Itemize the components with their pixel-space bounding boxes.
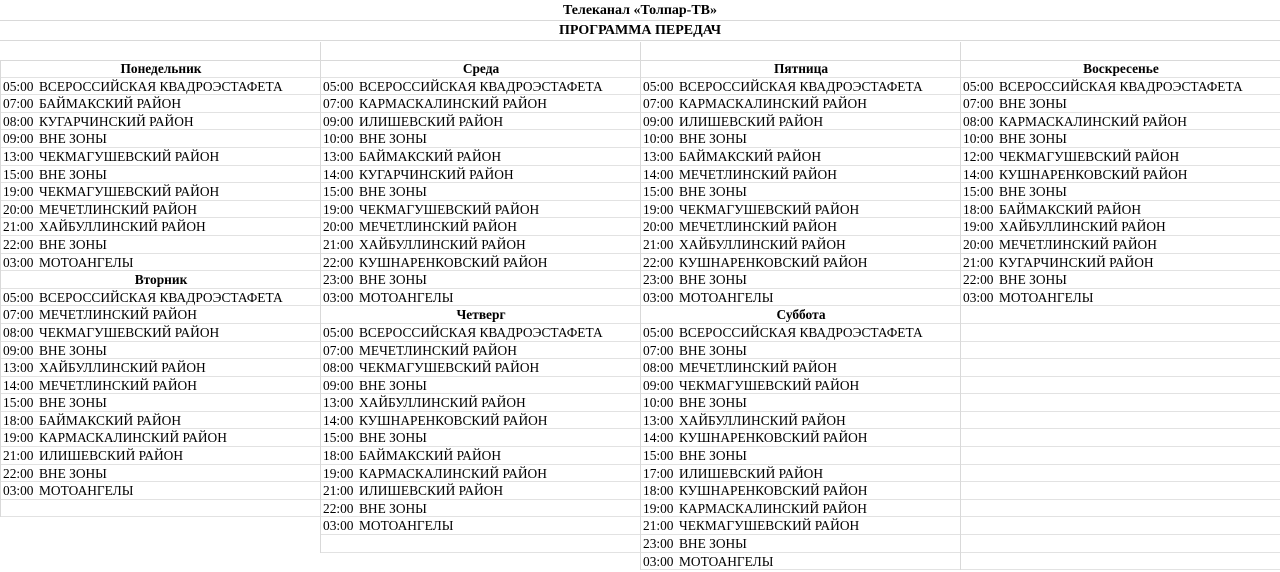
program-title: ВНЕ ЗОНЫ xyxy=(39,236,107,252)
empty-row xyxy=(321,535,641,553)
program-time: 13:00 xyxy=(3,148,34,164)
program-row xyxy=(641,236,961,254)
program-time: 09:00 xyxy=(643,377,674,393)
program-title: ИЛИШЕВСКИЙ РАЙОН xyxy=(679,113,824,129)
program-row xyxy=(1,254,321,272)
program-row xyxy=(641,130,961,148)
program-title: ВСЕРОССИЙСКАЯ КВАДРОЭСТАФЕТА xyxy=(39,289,283,305)
program-title: КУШНАРЕНКОВСКИЙ РАЙОН xyxy=(679,483,868,499)
program-row xyxy=(641,377,961,395)
program-title: КУГАРЧИНСКИЙ РАЙОН xyxy=(999,254,1154,270)
program-row xyxy=(641,148,961,166)
program-title: ИЛИШЕВСКИЙ РАЙОН xyxy=(39,448,184,464)
program-title: КУШНАРЕНКОВСКИЙ РАЙОН xyxy=(679,254,868,270)
program-row xyxy=(1,482,321,500)
program-title: ВНЕ ЗОНЫ xyxy=(999,272,1067,288)
program-time: 05:00 xyxy=(963,78,994,94)
program-row xyxy=(641,289,961,307)
program-title: МОТОАНГЕЛЫ xyxy=(679,553,774,569)
program-row xyxy=(1,465,321,483)
program-row xyxy=(1,447,321,465)
program-time: 21:00 xyxy=(323,236,354,252)
program-row xyxy=(961,95,1280,113)
program-title: МОТОАНГЕЛЫ xyxy=(679,289,774,305)
program-row xyxy=(1,166,321,184)
program-title: КУШНАРЕНКОВСКИЙ РАЙОН xyxy=(679,430,868,446)
program-row xyxy=(321,254,641,272)
program-title: ВНЕ ЗОНЫ xyxy=(39,395,107,411)
program-title: ВСЕРОССИЙСКАЯ КВАДРОЭСТАФЕТА xyxy=(359,78,603,94)
program-time: 20:00 xyxy=(963,236,994,252)
program-row xyxy=(321,148,641,166)
program-row xyxy=(1,78,321,96)
program-time: 19:00 xyxy=(323,465,354,481)
program-time: 03:00 xyxy=(963,289,994,305)
program-title: ВСЕРОССИЙСКАЯ КВАДРОЭСТАФЕТА xyxy=(999,78,1243,94)
program-row xyxy=(321,166,641,184)
program-row xyxy=(641,482,961,500)
program-title: МЕЧЕТЛИНСКИЙ РАЙОН xyxy=(359,219,517,235)
program-row xyxy=(961,78,1280,96)
program-row xyxy=(641,553,961,571)
program-title: ВНЕ ЗОНЫ xyxy=(359,131,427,147)
program-title: БАЙМАКСКИЙ РАЙОН xyxy=(359,148,501,164)
empty-row xyxy=(961,342,1280,360)
program-time: 05:00 xyxy=(643,78,674,94)
program-time: 13:00 xyxy=(643,148,674,164)
program-title: ИЛИШЕВСКИЙ РАЙОН xyxy=(679,465,824,481)
program-title: МОТОАНГЕЛЫ xyxy=(999,289,1094,305)
program-time: 13:00 xyxy=(3,360,34,376)
program-title: МЕЧЕТЛИНСКИЙ РАЙОН xyxy=(359,342,517,358)
program-row xyxy=(641,342,961,360)
program-row xyxy=(1,324,321,342)
program-time: 22:00 xyxy=(3,236,34,252)
program-title: ХАЙБУЛЛИНСКИЙ РАЙОН xyxy=(679,236,846,252)
program-title: ЧЕКМАГУШЕВСКИЙ РАЙОН xyxy=(679,377,860,393)
program-title: КУГАРЧИНСКИЙ РАЙОН xyxy=(359,166,514,182)
program-title: КУШНАРЕНКОВСКИЙ РАЙОН xyxy=(359,412,548,428)
program-time: 21:00 xyxy=(963,254,994,270)
program-row xyxy=(1,306,321,324)
program-title: ВНЕ ЗОНЫ xyxy=(679,395,747,411)
program-time: 22:00 xyxy=(643,254,674,270)
program-row xyxy=(321,218,641,236)
program-title: МЕЧЕТЛИНСКИЙ РАЙОН xyxy=(679,360,837,376)
program-time: 21:00 xyxy=(643,518,674,534)
program-time: 05:00 xyxy=(323,78,354,94)
program-title: ЧЕКМАГУШЕВСКИЙ РАЙОН xyxy=(39,184,220,200)
day-header: Понедельник xyxy=(1,60,321,78)
program-time: 08:00 xyxy=(963,113,994,129)
program-time: 23:00 xyxy=(643,272,674,288)
program-row xyxy=(321,412,641,430)
program-title: МОТОАНГЕЛЫ xyxy=(39,483,134,499)
program-row xyxy=(321,130,641,148)
program-time: 19:00 xyxy=(3,184,34,200)
schedule-column xyxy=(0,60,321,517)
program-title: ВНЕ ЗОНЫ xyxy=(679,184,747,200)
program-row xyxy=(321,95,641,113)
program-time: 20:00 xyxy=(3,201,34,217)
program-title: МОТОАНГЕЛЫ xyxy=(359,518,454,534)
program-time: 15:00 xyxy=(3,166,34,182)
program-time: 22:00 xyxy=(963,272,994,288)
program-title: ВНЕ ЗОНЫ xyxy=(359,500,427,516)
program-title: ЧЕКМАГУШЕВСКИЙ РАЙОН xyxy=(39,324,220,340)
program-time: 20:00 xyxy=(643,219,674,235)
program-time: 18:00 xyxy=(323,448,354,464)
program-row xyxy=(1,148,321,166)
program-row xyxy=(321,289,641,307)
program-title: МЕЧЕТЛИНСКИЙ РАЙОН xyxy=(39,201,197,217)
program-title: МОТОАНГЕЛЫ xyxy=(359,289,454,305)
empty-row xyxy=(961,500,1280,518)
program-time: 19:00 xyxy=(3,430,34,446)
program-time: 21:00 xyxy=(3,448,34,464)
schedule-column xyxy=(640,60,961,570)
program-title: ВНЕ ЗОНЫ xyxy=(679,131,747,147)
program-row xyxy=(641,465,961,483)
empty-row xyxy=(961,517,1280,535)
program-title: КАРМАСКАЛИНСКИЙ РАЙОН xyxy=(39,430,227,446)
program-time: 23:00 xyxy=(323,272,354,288)
grid-line xyxy=(960,42,961,60)
program-title: ВНЕ ЗОНЫ xyxy=(999,184,1067,200)
program-title: ВНЕ ЗОНЫ xyxy=(999,96,1067,112)
program-row xyxy=(641,201,961,219)
program-time: 14:00 xyxy=(643,166,674,182)
program-time: 19:00 xyxy=(643,201,674,217)
program-row xyxy=(961,130,1280,148)
day-header: Воскресенье xyxy=(961,60,1280,78)
program-title: КУШНАРЕНКОВСКИЙ РАЙОН xyxy=(999,166,1188,182)
program-time: 08:00 xyxy=(323,360,354,376)
program-time: 15:00 xyxy=(323,184,354,200)
program-row xyxy=(961,166,1280,184)
program-time: 07:00 xyxy=(323,96,354,112)
day-header: Среда xyxy=(321,60,641,78)
program-row xyxy=(321,394,641,412)
program-title: ВНЕ ЗОНЫ xyxy=(359,272,427,288)
program-title: ВНЕ ЗОНЫ xyxy=(39,166,107,182)
program-title: ВНЕ ЗОНЫ xyxy=(359,184,427,200)
day-header: Пятница xyxy=(641,60,961,78)
program-time: 03:00 xyxy=(3,254,34,270)
program-title: БАЙМАКСКИЙ РАЙОН xyxy=(999,201,1141,217)
program-row xyxy=(961,148,1280,166)
program-time: 07:00 xyxy=(643,342,674,358)
empty-row xyxy=(961,447,1280,465)
program-time: 09:00 xyxy=(643,113,674,129)
program-time: 14:00 xyxy=(643,430,674,446)
empty-row xyxy=(961,394,1280,412)
program-title: ЧЕКМАГУШЕВСКИЙ РАЙОН xyxy=(359,360,540,376)
program-row xyxy=(321,359,641,377)
program-title: ИЛИШЕВСКИЙ РАЙОН xyxy=(359,113,504,129)
program-row xyxy=(641,394,961,412)
program-title: ВСЕРОССИЙСКАЯ КВАДРОЭСТАФЕТА xyxy=(679,324,923,340)
program-time: 14:00 xyxy=(3,377,34,393)
program-title: ВНЕ ЗОНЫ xyxy=(359,430,427,446)
program-title: МЕЧЕТЛИНСКИЙ РАЙОН xyxy=(999,236,1157,252)
program-row xyxy=(321,429,641,447)
program-time: 10:00 xyxy=(643,131,674,147)
program-row xyxy=(641,324,961,342)
program-row xyxy=(321,113,641,131)
program-time: 08:00 xyxy=(3,113,34,129)
program-title: КАРМАСКАЛИНСКИЙ РАЙОН xyxy=(679,500,867,516)
program-time: 14:00 xyxy=(323,412,354,428)
empty-row xyxy=(961,412,1280,430)
program-title: МОТОАНГЕЛЫ xyxy=(39,254,134,270)
program-title: ХАЙБУЛЛИНСКИЙ РАЙОН xyxy=(359,236,526,252)
program-title: ХАЙБУЛЛИНСКИЙ РАЙОН xyxy=(999,219,1166,235)
program-time: 10:00 xyxy=(963,131,994,147)
program-row xyxy=(1,130,321,148)
program-time: 09:00 xyxy=(3,342,34,358)
program-row xyxy=(321,465,641,483)
program-row xyxy=(1,95,321,113)
program-time: 22:00 xyxy=(3,465,34,481)
program-title: ХАЙБУЛЛИНСКИЙ РАЙОН xyxy=(39,219,206,235)
program-time: 03:00 xyxy=(323,518,354,534)
program-title: ВСЕРОССИЙСКАЯ КВАДРОЭСТАФЕТА xyxy=(359,324,603,340)
program-title: ЧЕКМАГУШЕВСКИЙ РАЙОН xyxy=(679,201,860,217)
program-row xyxy=(641,271,961,289)
program-row xyxy=(1,201,321,219)
program-title: ХАЙБУЛЛИНСКИЙ РАЙОН xyxy=(359,395,526,411)
day-header: Четверг xyxy=(321,306,641,324)
program-row xyxy=(641,429,961,447)
program-row xyxy=(641,535,961,553)
program-time: 18:00 xyxy=(643,483,674,499)
program-title: ЧЕКМАГУШЕВСКИЙ РАЙОН xyxy=(679,518,860,534)
program-title: ВНЕ ЗОНЫ xyxy=(679,448,747,464)
program-row xyxy=(641,500,961,518)
program-title: ХАЙБУЛЛИНСКИЙ РАЙОН xyxy=(679,412,846,428)
program-row xyxy=(321,342,641,360)
program-time: 07:00 xyxy=(3,307,34,323)
program-time: 08:00 xyxy=(643,360,674,376)
day-header: Суббота xyxy=(641,306,961,324)
program-row xyxy=(961,201,1280,219)
program-row xyxy=(321,271,641,289)
program-row xyxy=(641,359,961,377)
program-time: 05:00 xyxy=(323,324,354,340)
program-row xyxy=(961,271,1280,289)
grid-line xyxy=(320,42,321,60)
program-row xyxy=(321,377,641,395)
program-heading: ПРОГРАММА ПЕРЕДАЧ xyxy=(0,22,1280,41)
schedule-column xyxy=(960,60,1280,570)
program-row xyxy=(321,236,641,254)
empty-row xyxy=(1,500,321,518)
program-title: ЧЕКМАГУШЕВСКИЙ РАЙОН xyxy=(999,148,1180,164)
spacer-row xyxy=(0,42,1280,61)
program-time: 07:00 xyxy=(963,96,994,112)
program-time: 13:00 xyxy=(323,395,354,411)
program-title: КАРМАСКАЛИНСКИЙ РАЙОН xyxy=(359,465,547,481)
program-time: 14:00 xyxy=(963,166,994,182)
program-title: ВНЕ ЗОНЫ xyxy=(679,342,747,358)
empty-row xyxy=(961,306,1280,324)
program-row xyxy=(1,429,321,447)
program-time: 14:00 xyxy=(323,166,354,182)
program-time: 13:00 xyxy=(323,148,354,164)
program-row xyxy=(321,201,641,219)
program-time: 03:00 xyxy=(643,289,674,305)
program-time: 15:00 xyxy=(643,184,674,200)
program-title: МЕЧЕТЛИНСКИЙ РАЙОН xyxy=(39,307,197,323)
program-row xyxy=(1,183,321,201)
program-row xyxy=(1,236,321,254)
program-row xyxy=(641,254,961,272)
program-time: 09:00 xyxy=(323,113,354,129)
program-time: 07:00 xyxy=(323,342,354,358)
program-row xyxy=(641,78,961,96)
program-time: 13:00 xyxy=(643,412,674,428)
program-title: ИЛИШЕВСКИЙ РАЙОН xyxy=(359,483,504,499)
program-title: ХАЙБУЛЛИНСКИЙ РАЙОН xyxy=(39,360,206,376)
program-time: 23:00 xyxy=(643,536,674,552)
program-row xyxy=(1,377,321,395)
program-row xyxy=(1,342,321,360)
grid-line xyxy=(640,42,641,60)
empty-row xyxy=(961,465,1280,483)
program-time: 22:00 xyxy=(323,254,354,270)
channel-title: Телеканал «Толпар-ТВ» xyxy=(0,2,1280,21)
program-time: 03:00 xyxy=(643,553,674,569)
program-time: 12:00 xyxy=(963,148,994,164)
program-title: КАРМАСКАЛИНСКИЙ РАЙОН xyxy=(999,113,1187,129)
program-time: 09:00 xyxy=(3,131,34,147)
program-time: 18:00 xyxy=(963,201,994,217)
program-row xyxy=(1,218,321,236)
program-title: ВНЕ ЗОНЫ xyxy=(39,465,107,481)
program-time: 10:00 xyxy=(643,395,674,411)
program-title: ВСЕРОССИЙСКАЯ КВАДРОЭСТАФЕТА xyxy=(679,78,923,94)
program-row xyxy=(961,218,1280,236)
program-row xyxy=(641,95,961,113)
program-time: 20:00 xyxy=(323,219,354,235)
program-title: КАРМАСКАЛИНСКИЙ РАЙОН xyxy=(679,96,867,112)
program-row xyxy=(961,289,1280,307)
program-row xyxy=(1,394,321,412)
program-title: МЕЧЕТЛИНСКИЙ РАЙОН xyxy=(39,377,197,393)
empty-row xyxy=(961,553,1280,571)
program-time: 15:00 xyxy=(323,430,354,446)
empty-row xyxy=(961,482,1280,500)
program-time: 05:00 xyxy=(643,324,674,340)
program-row xyxy=(641,412,961,430)
program-title: КУШНАРЕНКОВСКИЙ РАЙОН xyxy=(359,254,548,270)
program-row xyxy=(1,359,321,377)
program-row xyxy=(1,289,321,307)
empty-row xyxy=(961,377,1280,395)
program-time: 21:00 xyxy=(3,219,34,235)
empty-row xyxy=(961,535,1280,553)
program-time: 03:00 xyxy=(3,483,34,499)
program-title: ВНЕ ЗОНЫ xyxy=(39,131,107,147)
program-title: МЕЧЕТЛИНСКИЙ РАЙОН xyxy=(679,219,837,235)
program-row xyxy=(641,218,961,236)
program-title: ВНЕ ЗОНЫ xyxy=(999,131,1067,147)
program-row xyxy=(641,517,961,535)
program-time: 09:00 xyxy=(323,377,354,393)
program-time: 07:00 xyxy=(643,96,674,112)
program-row xyxy=(321,482,641,500)
empty-row xyxy=(961,324,1280,342)
program-row xyxy=(641,113,961,131)
program-row xyxy=(961,183,1280,201)
program-title: ВНЕ ЗОНЫ xyxy=(679,272,747,288)
program-title: БАЙМАКСКИЙ РАЙОН xyxy=(359,448,501,464)
program-time: 19:00 xyxy=(963,219,994,235)
program-row xyxy=(321,517,641,535)
program-row xyxy=(641,166,961,184)
program-time: 05:00 xyxy=(3,78,34,94)
schedule-column xyxy=(320,60,641,553)
program-row xyxy=(321,447,641,465)
program-time: 15:00 xyxy=(643,448,674,464)
program-title: ВНЕ ЗОНЫ xyxy=(679,536,747,552)
program-row xyxy=(321,500,641,518)
program-time: 15:00 xyxy=(3,395,34,411)
program-time: 18:00 xyxy=(3,412,34,428)
program-title: ВНЕ ЗОНЫ xyxy=(359,377,427,393)
program-time: 19:00 xyxy=(643,500,674,516)
program-title: БАЙМАКСКИЙ РАЙОН xyxy=(39,96,181,112)
program-title: ВНЕ ЗОНЫ xyxy=(39,342,107,358)
program-row xyxy=(321,183,641,201)
program-row xyxy=(1,113,321,131)
program-title: КАРМАСКАЛИНСКИЙ РАЙОН xyxy=(359,96,547,112)
program-title: ЧЕКМАГУШЕВСКИЙ РАЙОН xyxy=(359,201,540,217)
program-row xyxy=(961,236,1280,254)
program-title: БАЙМАКСКИЙ РАЙОН xyxy=(39,412,181,428)
program-time: 17:00 xyxy=(643,465,674,481)
program-time: 22:00 xyxy=(323,500,354,516)
program-row xyxy=(321,78,641,96)
program-title: МЕЧЕТЛИНСКИЙ РАЙОН xyxy=(679,166,837,182)
program-row xyxy=(1,412,321,430)
program-title: КУГАРЧИНСКИЙ РАЙОН xyxy=(39,113,194,129)
program-time: 19:00 xyxy=(323,201,354,217)
program-time: 03:00 xyxy=(323,289,354,305)
program-time: 10:00 xyxy=(323,131,354,147)
program-row xyxy=(321,324,641,342)
program-time: 21:00 xyxy=(643,236,674,252)
empty-row xyxy=(961,359,1280,377)
program-row xyxy=(641,447,961,465)
program-time: 21:00 xyxy=(323,483,354,499)
program-time: 08:00 xyxy=(3,324,34,340)
program-row xyxy=(961,254,1280,272)
empty-row xyxy=(961,429,1280,447)
program-row xyxy=(641,183,961,201)
program-row xyxy=(961,113,1280,131)
program-title: ВСЕРОССИЙСКАЯ КВАДРОЭСТАФЕТА xyxy=(39,78,283,94)
program-time: 05:00 xyxy=(3,289,34,305)
program-title: БАЙМАКСКИЙ РАЙОН xyxy=(679,148,821,164)
day-header: Вторник xyxy=(1,271,321,289)
program-time: 15:00 xyxy=(963,184,994,200)
program-title: ЧЕКМАГУШЕВСКИЙ РАЙОН xyxy=(39,148,220,164)
program-time: 07:00 xyxy=(3,96,34,112)
